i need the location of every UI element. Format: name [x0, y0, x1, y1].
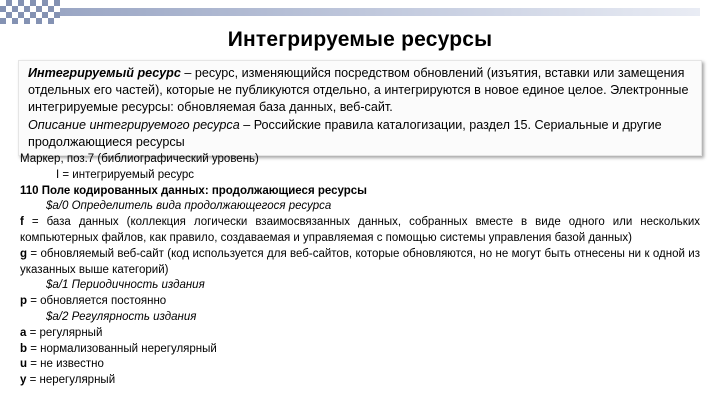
description-term: Описание интегрируемого ресурса: [28, 117, 240, 132]
definition-text: – ресурс, изменяющийся посредством обновлений (изъятия, вставки или замещения отдельных его частей), которые не публикуются отдельно, а интегрируются в новое единое целое. Электронные интегрируемые ресурсы: обновляемая база данных, веб-сайт.: [28, 66, 689, 115]
subfield-a2-heading: [20, 310, 700, 326]
code-u-text: = не известно: [27, 358, 104, 371]
code-y-text: = нерегулярный: [26, 374, 116, 387]
subfield-a1-heading: [20, 278, 700, 294]
subfield-a0-label: $a/0 Определитель вида продолжающегося ресурса: [46, 200, 332, 213]
code-f-line: [20, 215, 700, 247]
decorative-header-bar: [60, 8, 700, 16]
marker-line: [20, 152, 700, 168]
code-y-line: [20, 373, 700, 389]
code-g-text: = обновляемый веб-сайт (код используется для веб-сайтов, которые обновляются, но не могут быть отнесены ни к одной из указанных выше категорий): [20, 247, 700, 276]
slide-title: Интегрируемые ресурсы: [227, 28, 493, 51]
definition-box: [18, 60, 702, 156]
code-f: f: [20, 216, 24, 229]
marker-label: Маркер: [20, 153, 61, 165]
marc-content: [20, 152, 700, 389]
code-g: g: [20, 247, 28, 260]
code-f-text: = база данных (коллекция логически взаимосвязанных данных, собранных вместе в виде одного или нескольких компьютерных файлов, как правило, создаваемая и управляемая с помощью системы управления базой данных): [20, 216, 700, 244]
code-b: b: [20, 342, 28, 355]
code-g-line: [20, 247, 700, 279]
marker-value: I = интегрируемый ресурс: [56, 168, 195, 181]
code-a-line: [20, 326, 700, 342]
subfield-a1-label: $a/1 Периодичность издания: [46, 279, 205, 292]
code-p-line: [20, 294, 700, 310]
code-b-text: = нормализованный нерегулярный: [27, 342, 217, 355]
code-y: y: [20, 374, 27, 387]
code-p: p: [20, 295, 28, 308]
code-u-line: [20, 357, 700, 373]
code-p-text: = обновляется постоянно: [27, 295, 167, 308]
code-b-line: [20, 342, 700, 358]
subfield-a2-label: $a/2 Регулярность издания: [46, 310, 197, 323]
code-a: a: [20, 326, 27, 339]
code-a-text: = регулярный: [26, 326, 103, 339]
description-text: – Российские правила каталогизации, раздел 15. Сериальные и другие продолжающиеся ресурсы: [28, 117, 662, 149]
marker-text: , поз.7 (библиографический уровень): [60, 153, 259, 165]
field-110-heading: 110 Поле кодированных данных: продолжающиеся ресурсы: [20, 184, 368, 197]
code-u: u: [20, 358, 28, 371]
decorative-checker-pattern: [0, 0, 60, 24]
subfield-a0-heading: [20, 199, 700, 215]
definition-term: Интегрируемый ресурс: [28, 66, 181, 80]
